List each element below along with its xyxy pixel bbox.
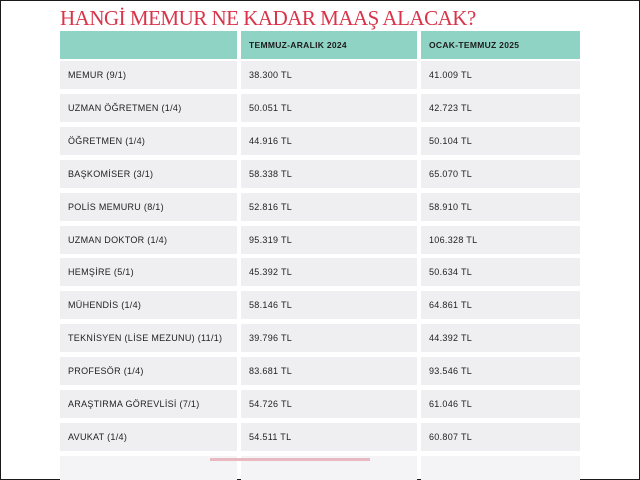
salary-2025-cell-text: 64.861 TL — [429, 300, 473, 310]
occupation-cell-text: MEMUR (9/1) — [68, 70, 127, 80]
salary-2024-cell-text: 52.816 TL — [249, 202, 293, 212]
salary-2025-cell — [421, 94, 580, 122]
salary-2025-cell-text: 93.546 TL — [429, 366, 473, 376]
cut-off-banner — [210, 458, 370, 461]
salary-2025-cell — [421, 193, 580, 221]
salary-2025-cell — [421, 61, 580, 89]
occupation-cell-text: UZMAN DOKTOR (1/4) — [68, 235, 168, 245]
occupation-cell — [60, 226, 237, 254]
salary-2025-cell — [421, 127, 580, 155]
header-label-2025: OCAK-TEMMUZ 2025 — [429, 40, 520, 50]
salary-2024-cell-text: 83.681 TL — [249, 366, 293, 376]
occupation-cell-text: POLİS MEMURU (8/1) — [68, 202, 164, 212]
salary-2025-cell-text: 61.046 TL — [429, 399, 473, 409]
table-row — [0, 193, 640, 221]
salary-2024-cell — [241, 258, 417, 286]
salary-2024-cell — [241, 127, 417, 155]
salary-2025-cell-text: 44.392 TL — [429, 333, 473, 343]
table-row — [0, 291, 640, 319]
occupation-cell — [60, 193, 237, 221]
table-row — [0, 258, 640, 286]
occupation-cell-text: UZMAN ÖĞRETMEN (1/4) — [68, 103, 182, 113]
salary-2025-cell-text: 41.009 TL — [429, 70, 473, 80]
occupation-cell — [60, 127, 237, 155]
occupation-cell — [60, 390, 237, 418]
salary-2024-cell-text: 39.796 TL — [249, 333, 293, 343]
salary-2024-cell-text: 95.319 TL — [249, 235, 293, 245]
occupation-cell-text: HEMŞİRE (5/1) — [68, 267, 134, 277]
salary-2024-cell — [241, 324, 417, 352]
occupation-cell-text: TEKNİSYEN (LİSE MEZUNU) (11/1) — [68, 333, 223, 343]
salary-2024-cell — [241, 193, 417, 221]
salary-2025-cell-text: 106.328 TL — [429, 235, 478, 245]
table-row — [0, 226, 640, 254]
salary-2025-cell — [421, 160, 580, 188]
salary-2025-cell — [421, 357, 580, 385]
salary-2025-cell — [421, 324, 580, 352]
salary-2024-cell-text: 58.338 TL — [249, 169, 293, 179]
occupation-cell-text: ARAŞTIRMA GÖREVLİSİ (7/1) — [68, 399, 200, 409]
salary-2024-cell — [241, 94, 417, 122]
salary-2024-cell-text: 54.511 TL — [249, 432, 292, 442]
occupation-cell — [60, 160, 237, 188]
salary-2024-cell-text: 45.392 TL — [249, 267, 293, 277]
salary-2025-cell — [421, 258, 580, 286]
header-cell-2025 — [421, 31, 580, 59]
header-cell-2024 — [241, 31, 417, 59]
occupation-cell — [60, 61, 237, 89]
salary-2024-cell — [241, 61, 417, 89]
occupation-cell-text: MÜHENDİS (1/4) — [68, 300, 142, 310]
salary-2024-cell — [241, 357, 417, 385]
table-row — [0, 160, 640, 188]
table-row — [0, 94, 640, 122]
occupation-cell — [60, 291, 237, 319]
salary-2025-cell-text: 65.070 TL — [429, 169, 473, 179]
salary-2024-cell — [241, 160, 417, 188]
table-row — [0, 357, 640, 385]
salary-2025-cell — [421, 226, 580, 254]
table-row — [0, 324, 640, 352]
salary-2024-cell-text: 58.146 TL — [249, 300, 293, 310]
salary-2025-cell — [421, 291, 580, 319]
salary-2025-cell-text: 60.807 TL — [429, 432, 473, 442]
salary-2025-cell-text: 42.723 TL — [429, 103, 473, 113]
occupation-cell-text: AVUKAT (1/4) — [68, 432, 128, 442]
salary-2025-cell-text: 58.910 TL — [429, 202, 473, 212]
salary-2024-cell — [241, 390, 417, 418]
occupation-cell — [60, 258, 237, 286]
occupation-cell — [60, 423, 237, 451]
table-row — [0, 423, 640, 451]
header-label-2024: TEMMUZ-ARALIK 2024 — [249, 40, 347, 50]
table-row — [0, 61, 640, 89]
salary-2024-cell-text: 54.726 TL — [249, 399, 293, 409]
table-row-partial-cell — [421, 456, 580, 480]
salary-2024-cell — [241, 291, 417, 319]
salary-2024-cell-text: 38.300 TL — [249, 70, 293, 80]
salary-2024-cell — [241, 423, 417, 451]
salary-2024-cell-text: 44.916 TL — [249, 136, 293, 146]
salary-2025-cell — [421, 423, 580, 451]
page-title: HANGİ MEMUR NE KADAR MAAŞ ALACAK? — [60, 6, 476, 30]
occupation-cell — [60, 94, 237, 122]
occupation-cell-text: BAŞKOMİSER (3/1) — [68, 169, 154, 179]
occupation-cell-text: PROFESÖR (1/4) — [68, 366, 144, 376]
occupation-cell — [60, 324, 237, 352]
salary-2024-cell-text: 50.051 TL — [249, 103, 293, 113]
salary-2024-cell — [241, 226, 417, 254]
salary-2025-cell-text: 50.634 TL — [429, 267, 473, 277]
table-row — [0, 127, 640, 155]
table-row — [0, 390, 640, 418]
salary-2025-cell — [421, 390, 580, 418]
occupation-cell-text: ÖĞRETMEN (1/4) — [68, 136, 146, 146]
salary-2025-cell-text: 50.104 TL — [429, 136, 473, 146]
occupation-cell — [60, 357, 237, 385]
header-cell-label — [60, 31, 237, 59]
